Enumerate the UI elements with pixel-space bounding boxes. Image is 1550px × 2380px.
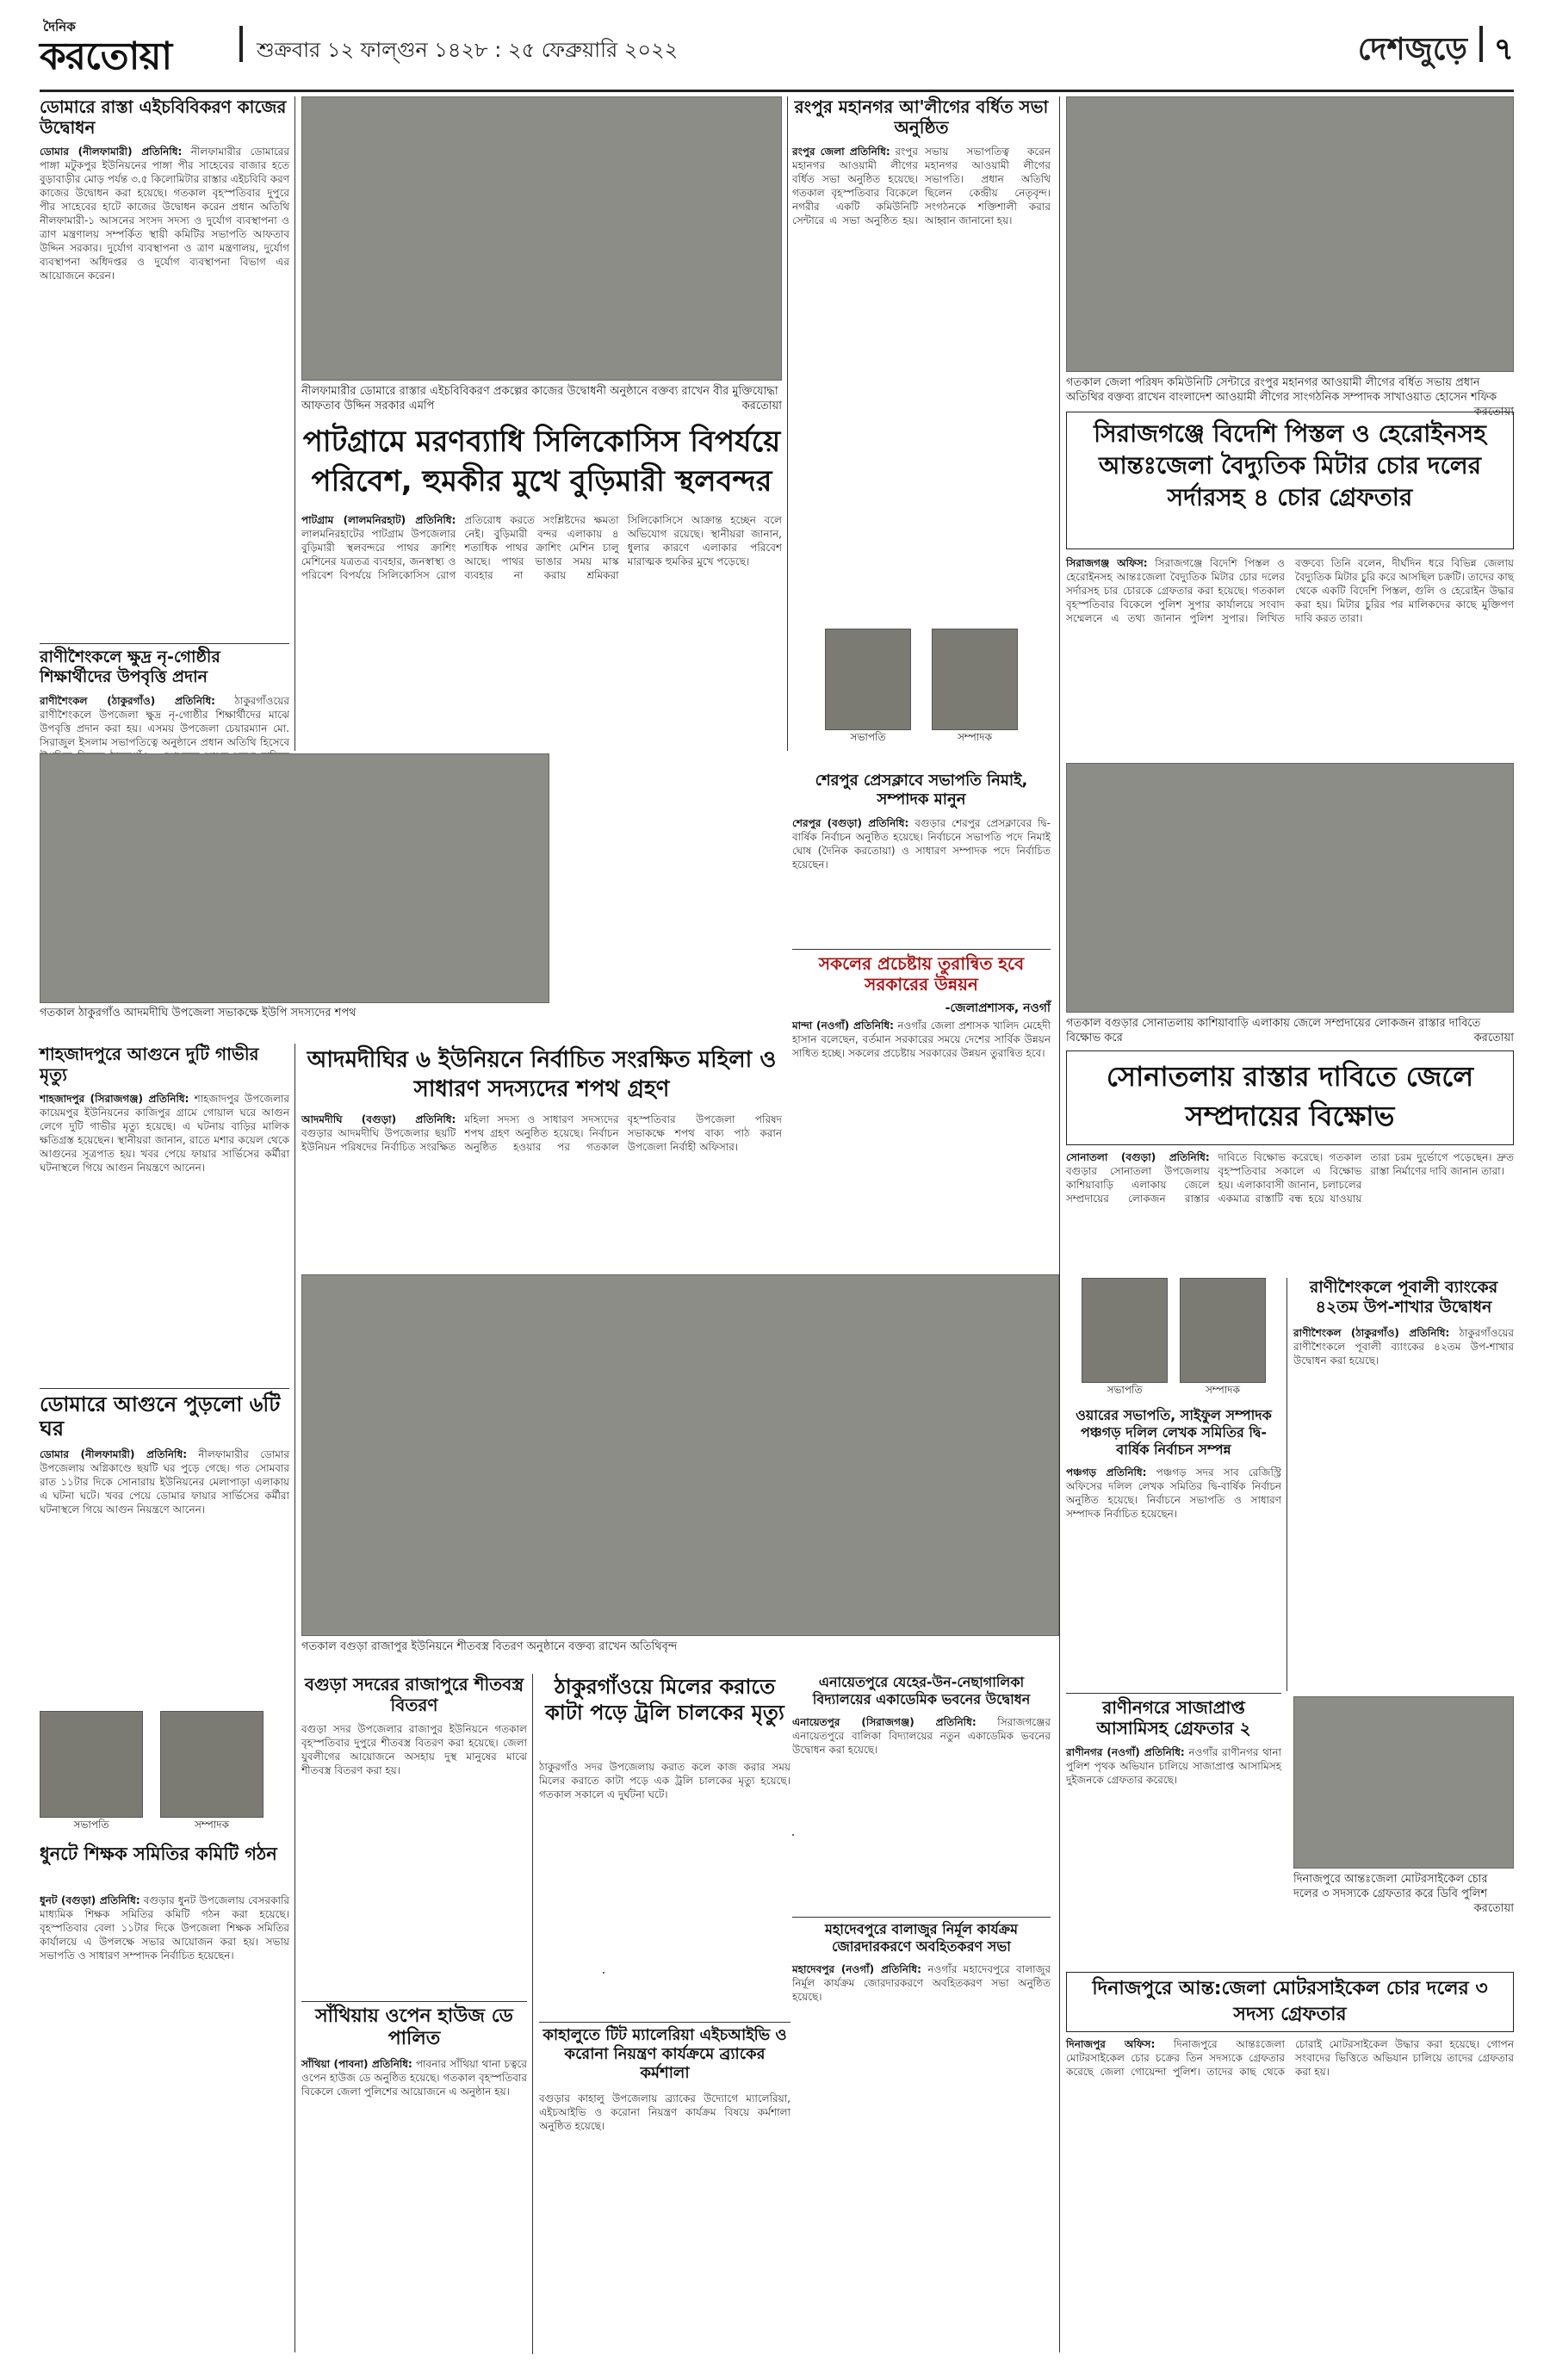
article-pubali-bank: রাণীশৈংকল (ঠাকুরগাঁও) প্রতিনিধি: ঠাকুরগাঁওয়ের রাণীশৈংকলে পূবালী ব্যাংকের ৪২তম উপ-শাখার উদ্বোধন করা হয়েছে। <box>1293 1327 1514 1367</box>
portrait-label: সভাপতি <box>73 1819 109 1831</box>
headline-box-dinajpur <box>1066 1972 1514 2032</box>
headline-box-sirajganj <box>1066 412 1514 549</box>
portrait-row <box>40 1711 289 1840</box>
article-ranisankail-stipend: রাণীশৈংকল (ঠাকুরগাঁও) প্রতিনিধি: ঠাকুরগাঁওয়ের রাণীশৈংকলে উপজেলা ক্ষুদ্র নৃ-গোষ্ঠীর শিক্ষার্থীদের মাঝে উপবৃত্তি প্রদান করা হয়। এসময় উপজেলা চেয়ারম্যান মো. সিরাজুল ইসলাম সভাপতিত্বে অনুষ্ঠানে প্রধান অতিথি হিসেবে <box>40 695 289 748</box>
article-kahalu-brac: বগুড়ার কাহালু উপজেলায় ব্র্যাকের উদ্যোগে ম্যালেরিয়া, এইচআইভি ও করোনা নিয়ন্ত্রণ কার্যক্রম বিষয়ে কর্মশালা অনুষ্ঠিত হয়েছে। <box>539 2092 790 2132</box>
article-sherpur-press: শেরপুর (বগুড়া) প্রতিনিধি: বগুড়ার শেরপুর প্রেসক্লাবের দ্বি-বার্ষিক নির্বাচন অনুষ্ঠিত হয়েছে। নির্বাচনে সভাপতি পদে নিমাই ঘোষ (দৈনিক করতোয়া) ও সাধারণ সম্পাদক পদে নির্বাচিত হয়েছেন। <box>792 817 1051 871</box>
page-number: ৭ <box>1493 32 1514 67</box>
article-naogaon-development: মান্দা (নওগাঁ) প্রতিনিধি: নওগাঁর জেলা প্রশাসক খালিদ মেহেদী হাসান বলেছেন, বর্তমান সরকারের সময়ে দেশের সার্বিক উন্নয়ন সাধিত হচ্ছে। সকলের প্রচেষ্টায় সরকারের উন্নয়ন তুরান্বিত হবে। <box>792 1020 1051 1059</box>
article-mahadebpur-meeting: মহাদেবপুর (নওগাঁ) প্রতিনিধি: নওগাঁর মহাদেবপুরে বালাজুর নির্মূল কার্যক্রম জোরদারকরণে অবহিতকরণ সভা অনুষ্ঠিত হয়েছে। <box>792 1963 1051 2003</box>
article-raninagar-arrest: রাণীনগর (নওগাঁ) প্রতিনিধি: নওগাঁর রাণীনগর থানা পুলিশ পৃথক অভিযান চালিয়ে সাজাপ্রাপ্ত আসামিসহ দুইজনকে গ্রেফতার করেছে। <box>1066 1746 1281 1786</box>
column-far-right <box>1293 1278 1514 1691</box>
article-panchagarh-deed: পঞ্চগড় প্রতিনিধি: পঞ্চগড় সদর সাব রেজিস্ট্রি অফিসের দলিল লেখক সমিতির দ্বি-বার্ষিক নির্বাচন অনুষ্ঠিত হয়েছে। নির্বাচনে সভাপতি ও সাধারণ সম্পাদক নির্বাচিত হয়েছেন। <box>1066 1466 1281 1520</box>
column-rule <box>294 96 295 751</box>
article-rangpur-awami: রংপুর জেলা প্রতিনিধি: রংপুর মহানগর আওয়ামী লীগের বর্ধিত সভা অনুষ্ঠিত হয়েছে। গতকাল বৃহস্পতিবার বিকেলে নগরীর একটি কমিউনিটি সেন্টারে এ সভা অনুষ্ঠিত হয়। সভায় সভাপতিত্ব করেন মহানগর আওয়ামী লীগের সভাপতি। প্রধান অতিথি ছিলেন কেন্দ্রীয় নেতৃবৃন্দ। সংগঠনকে শক্তিশালী করার আহ্বান জানানো হয়। <box>792 146 1051 226</box>
column-center-lower <box>792 1674 1051 2354</box>
portrait-president <box>825 629 911 730</box>
divider <box>301 2001 527 2002</box>
headline-rajapur-winter[interactable]: বগুড়া সদরের রাজাপুরে শীতবস্ত্র বিতরণ <box>304 1674 524 1715</box>
divider <box>40 1388 289 1389</box>
article-thakurgaon-saw: ঠাকুরগাঁও সদর উপজেলায় করাত কলে কাজ করার সময় মিলের করাতে কাটা পড়ে এক ট্রলি চালকের মৃত্যু হয়েছে। গতকাল সকালে এ দুর্ঘটনা ঘটে। <box>539 1761 790 1800</box>
headline-adamdighi-oath[interactable]: আদমদীঘির ৬ ইউনিয়নে নির্বাচিত সংরক্ষিত মহিলা ও সাধারণ সদস্যদের শপথ গ্রহণ <box>307 1047 777 1102</box>
headline-rangpur-awami[interactable]: রংপুর মহানগর আ'লীগের বর্ধিত সভা অনুষ্ঠিত <box>794 96 1049 138</box>
headline-sonatala-protest[interactable]: সোনাতলায় রাস্তার দাবিতে জেলে সম্প্রদায়ের বিক্ষোভ <box>1106 1060 1474 1132</box>
article-adamdighi-oath: আদমদীঘি (বগুড়া) প্রতিনিধি: বগুড়ার আদমদীঘি উপজেলার ছয়টি ইউনিয়ন পরিষদের নির্বাচিত সংরক্ষিত মহিলা সদস্য ও সাধারণ সদস্যদের শপথ গ্রহণ অনুষ্ঠিত হয়েছে। নির্বাচন অনুষ্ঠিত হওয়ার পর গতকাল বৃহস্পতিবার উপজেলা পরিষদ সভাকক্ষে শপথ বাক্য পাঠ করান উপজেলা নির্বাহী অফিসার। <box>301 1113 782 1153</box>
column-mid-lower <box>301 1674 527 2354</box>
headline-kahalu-brac[interactable]: কাহালুতে টিট ম্যালেরিয়া এইচআইভি ও করোনা নিয়ন্ত্রণ কার্যক্রমে ব্র্যাকের কর্মশালা <box>542 2026 787 2082</box>
headline-dinajpur-arrest[interactable]: দিনাজপুরে আন্ত:জেলা মোটরসাইকেল চোর দলের ৩ সদস্য গ্রেফতার <box>1092 1978 1488 2025</box>
headline-naogaon-development[interactable]: সকলের প্রচেষ্টায় তুরান্বিত হবে সরকারের উন্নয়ন <box>818 953 1025 995</box>
headline-domar-road[interactable]: ডোমারে রাস্তা এইচবিবিকরণ কাজের উদ্বোধন <box>40 96 287 138</box>
divider <box>1066 1693 1281 1694</box>
article-shahjadpur-fire: শাহজাদপুর (সিরাজগঞ্জ) প্রতিনিধি: শাহজাদপুর উপজেলার কায়েমপুর ইউনিয়নের কাজিপুর গ্রামে গোয়াল ঘরে আগুন লেগে দুটি গাভীর মৃত্যু হয়েছে। এ ঘটনায় বাড়ির মালিক ক্ষতিগ্রস্ত হয়েছেন। স্থানীয়রা জানান, রাতে মশার কয়েল থেকে আগুনের সূত্রপাত হয়। খবর পেয়ে ফায়ার সার্ভিসের কর্মীরা ঘটনাস্থলে গিয়ে আগুন নিয়ন্ত্রণে আনেন। <box>40 1093 289 1174</box>
photo-rangpur-meeting <box>1066 96 1514 372</box>
divider <box>539 2022 790 2023</box>
headline-sherpur-press[interactable]: শেরপুর প্রেসক্লাবে সভাপতি নিমাই, সম্পাদক মানুন <box>815 772 1028 809</box>
portrait-secretary <box>1180 1278 1266 1383</box>
masthead-divider <box>1479 26 1483 62</box>
portrait-secretary <box>160 1711 264 1818</box>
portrait-label: সম্পাদক <box>957 731 992 743</box>
section-title: দেশজুড়ে <box>1357 32 1467 67</box>
headline-sirajganj-thieves[interactable]: সিরাজগঞ্জে বিদেশি পিস্তল ও হেরোইনসহ আন্তঃজেলা বৈদ্যুতিক মিটার চোর দলের সর্দারসহ ৪ চোর গ্রেফতার <box>1094 419 1486 511</box>
headline-thakurgaon-saw[interactable]: ঠাকুরগাঁওয়ে মিলের করাতে কাটা পড়ে ট্রলি চালকের মৃত্যু <box>545 1675 784 1725</box>
portrait-president <box>40 1711 143 1818</box>
article-rajapur-winter: বগুড়া সদর উপজেলার রাজাপুর ইউনিয়নে গতকাল বৃহস্পতিবার দুপুরে শীতবস্ত্র বিতরণ করা হয়েছে। জেলা যুবলীগের আয়োজনে অসহায় দুস্থ মানুষের মাঝে শীতবস্ত্র বিতরণ করা হয়। <box>301 1723 527 1776</box>
logo-subtitle: দৈনিক <box>43 19 76 34</box>
issue-date: শুক্রবার ১২ ফাল্গুন ১৪২৮ : ২৫ ফেব্রুয়ারি ২০২২ <box>257 38 679 62</box>
headline-mahadebpur-meeting[interactable]: মহাদেবপুরে বালাজুর নির্মূল কার্যক্রম জোরদারকরণে অবহিতকরণ সভা <box>825 1921 1018 1955</box>
headline-pubali-bank[interactable]: রাণীশৈংকলে পূবালী ব্যাংকের ৪২তম উপ-শাখার উদ্বোধন <box>1309 1278 1498 1317</box>
headline-shahjadpur-fire[interactable]: শাহজাদপুরে আগুনে দুটি গাভীর মৃত্যু <box>40 1044 259 1085</box>
portrait-president <box>1082 1278 1168 1383</box>
column-center-mid <box>792 772 1051 1271</box>
newspaper-logo[interactable] <box>40 17 224 77</box>
portrait-label: সম্পাদক <box>1205 1384 1240 1396</box>
caption-domar-inauguration: নীলফামারীর ডোমারে রাস্তার এইচবিবিকরণ প্রকল্পের কাজের উদ্বোধনী অনুষ্ঠানে বক্তব্য রাখেন বীর মুক্তিযোদ্ধা আফতাব উদ্দিন সরকার এমপি করতোয়া <box>301 385 782 412</box>
portrait-label: সভাপতি <box>1107 1384 1143 1396</box>
column-right-inner <box>1066 1278 1281 1967</box>
headline-santhia-open-house[interactable]: সাঁথিয়ায় ওপেন হাউজ ডে পালিত <box>315 2005 513 2049</box>
headline-raninagar-arrest[interactable]: রাণীনগরে সাজাপ্রাপ্ত আসামিসহ গ্রেফতার ২ <box>1096 1697 1251 1739</box>
article-santhia-open-house: সাঁথিয়া (পাবনা) প্রতিনিধি: পাবনার সাঁথিয়া থানা চত্বরে ওপেন হাউজ ডে অনুষ্ঠিত হয়েছে। গতকাল বৃহস্পতিবার বিকেলে জেলা পুলিশের আয়োজনে এ অনুষ্ঠান হয়। <box>301 2058 527 2098</box>
caption-dinajpur-arrest: দিনাজপুরে আন্তঃজেলা মোটরসাইকেল চোর দলের ৩ সদস্যকে গ্রেফতার করে ডিবি পুলিশ করতোয়া <box>1293 1873 1514 1915</box>
column-rule <box>787 96 788 751</box>
caption-oath-ceremony: গতকাল ঠাকুরগাঁও আদমদীঘি উপজেলা সভাকক্ষে ইউপি সদস্যদের শপথ <box>40 1007 356 1020</box>
headline-panchagarh-deed[interactable]: ওয়ারের সভাপতি, সাইফুল সম্পাদক পঞ্চগড় দলিল লেখক সমিতির দ্বি-বার্ষিক নির্বাচন সম্পন্ন <box>1076 1407 1272 1458</box>
column-thakurgaon <box>539 1674 790 2354</box>
photo-sonatala-protest <box>1066 763 1514 1013</box>
masthead-divider <box>239 26 243 62</box>
portrait-row-sherpur <box>792 629 1051 766</box>
divider <box>792 949 1051 950</box>
article-sirajganj-thieves: সিরাজগঞ্জ অফিস: সিরাজগঞ্জে বিদেশি পিস্তল ও হেরোইনসহ আন্তঃজেলা বৈদ্যুতিক মিটার চোর দলের সর্দারসহ চার চোরকে গ্রেফতার করা হয়েছে। গতকাল বৃহস্পতিবার বিকেলে পুলিশ সুপার কার্যালয়ে সংবাদ সম্মেলনে এ তথ্য জানান পুলিশ সুপার। লিখিত বক্তব্যে তিনি বলেন, দীর্ঘদিন ধরে বিভিন্ন জেলায় বৈদ্যুতিক মিটার চুরি করে আসছিল চক্রটি। তাদের কাছ থেকে একটি বিদেশি পিস্তল, গুলি ও হেরোইন উদ্ধার করা হয়। মিটার চুরির পর মালিকদের কাছে মুক্তিপণ দাবি করত তারা। <box>1066 557 1514 624</box>
masthead <box>40 12 1514 88</box>
portrait-label: সভাপতি <box>850 731 886 743</box>
photo-oath-ceremony <box>40 753 549 1003</box>
column-left-lower <box>40 1044 289 2352</box>
caption-rangpur-meeting: গতকাল জেলা পরিষদ কমিউনিটি সেন্টারে রংপুর মহানগর আওয়ামী লীগের বর্ধিত সভায় প্রধান অতিথির বক্তব্য রাখেন বাংলাদেশ আওয়ামী লীগের সাংগঠনিক সম্পাদক সাখাওয়াত হোসেন শফিক করতোয়া <box>1066 376 1514 418</box>
headline-ranisankail-stipend[interactable]: রাণীশৈংকলে ক্ষুদ্র নৃ-গোষ্ঠীর শিক্ষার্থীদের উপবৃত্তি প্রদান <box>40 648 220 686</box>
headline-box-sonatala <box>1066 1051 1514 1145</box>
article-enayetpur-building: এনায়েতপুর (সিরাজগঞ্জ) প্রতিনিধি: সিরাজগঞ্জের এনায়েতপুরে বালিকা বিদ্যালয়ের নতুন একাডেমিক ভবনের উদ্বোধন করা হয়েছে। <box>792 1716 1051 1756</box>
caption-sonatala-protest: গতকাল বগুড়ার সোনাতলায় কাশিয়াবাড়ি এলাকায় জেলে সম্প্রদায়ের লোকজন রাস্তার দাবিতে বিক্ষোভ করে করতোয়া <box>1066 1017 1514 1044</box>
divider <box>40 643 289 644</box>
column-rule <box>294 1044 295 2352</box>
photo-rajapur-winter <box>301 1274 1059 1636</box>
photo-dinajpur-arrest <box>1293 1696 1514 1869</box>
portrait-label: সম্পাদক <box>194 1819 229 1831</box>
article-domar-fire: ডোমার (নীলফামারী) প্রতিনিধি: নীলফামারীর ডোমার উপজেলায় অগ্নিকাণ্ডে ছয়টি ঘর পুড়ে গেছে। গত সোমবার রাত ১১টার দিকে সোনারায় ইউনিয়নের মেলাপাড়া এলাকায় এ ঘটনা ঘটে। খবর পেয়ে ডোমার ফায়ার সার্ভিসের কর্মীরা ঘটনাস্থলে গিয়ে আগুন নিয়ন্ত্রণে আনেন। <box>40 1448 289 1515</box>
article-dinajpur-arrest: দিনাজপুর অফিস: দিনাজপুরে আন্তঃজেলা মোটরসাইকেল চোর চক্রের তিন সদস্যকে গ্রেফতার করেছে জেলা গোয়েন্দা পুলিশ। তাদের কাছ থেকে চোরাই মোটরসাইকেল উদ্ধার করা হয়েছে। গোপন সংবাদের ভিত্তিতে অভিযান চালিয়ে তাদের গ্রেফতার করা হয়। <box>1066 2038 1514 2078</box>
column-rule <box>1059 96 1060 2352</box>
portrait-secretary <box>932 629 1018 730</box>
caption-rajapur-winter: গতকাল বগুড়া রাজাপুর ইউনিয়নে শীতবস্ত্র বিতরণ অনুষ্ঠানে বক্তব্য রাখেন অতিথিবৃন্দ <box>301 1640 678 1653</box>
column-rule <box>1286 1278 1287 1691</box>
headline-dhunat-teachers[interactable]: ধুনটে শিক্ষক সমিতির কমিটি গঠন <box>40 1844 277 1864</box>
masthead-rule <box>40 90 1514 92</box>
headline-domar-fire[interactable]: ডোমারে আগুনে পুড়লো ৬টি ঘর <box>40 1392 281 1441</box>
article-patgram-silicosis: পাটগ্রাম (লালমনিরহাট) প্রতিনিধি: লালমনিরহাটের পাটগ্রাম উপজেলার বুড়িমারী স্থলবন্দরে পাথর ক্রাশিং মেশিনের যত্রতত্র ব্যবহার, জনস্বাস্থ্য ও পরিবেশ বিপর্যয়ে সিলিকোসিস রোগ প্রতিরোধ করতে সংশ্লিষ্টদের ক্ষমতা নেই। বুড়িমারী বন্দর এলাকায় ৪ শতাধিক পাথর ক্রাশিং মেশিন চালু আছে। পাথর ভাঙার সময় মাস্ক ব্যবহার না করায় শ্রমিকরা সিলিকোসিসে আক্রান্ত হচ্ছেন বলে অভিযোগ রয়েছে। স্থানীয়রা জানান, ধুলার কারণে এলাকার পরিবেশ মারাত্মক হুমকির মুখে পড়েছে। <box>301 514 782 581</box>
article-sonatala-protest: সোনাতলা (বগুড়া) প্রতিনিধি: বগুড়ার সোনাতলা উপজেলায় কাশিয়াবাড়ি এলাকায় জেলে সম্প্রদায়ের লোকজন রাস্তার দাবিতে বিক্ষোভ করেছে। গতকাল বৃহস্পতিবার সকালে এ বিক্ষোভ হয়। এলাকাবাসী জানান, চলাচলের একমাত্র রাস্তাটি বন্ধ হয়ে যাওয়ায় তারা চরম দুর্ভোগে পড়েছেন। দ্রুত রাস্তা নির্মাণের দাবি জানান তারা। <box>1066 1151 1514 1205</box>
article-dhunat-teachers: ধুনট (বগুড়া) প্রতিনিধি: বগুড়ার ধুনট উপজেলায় বেসরকারি মাধ্যমিক শিক্ষক সমিতির কমিটি গঠন করা হয়েছে। বৃহস্পতিবার বেলা ১১টার দিকে উপজেলা শিক্ষক সমিতির কার্যালয়ে এ উপলক্ষে সভার আয়োজন করা হয়। সভায় সভাপতি ও সাধারণ সম্পাদক নির্বাচিত হয়েছেন। <box>40 1894 289 1962</box>
headline-patgram-silicosis[interactable]: পাটগ্রামে মরণব্যাধি সিলিকোসিস বিপর্যয়ে পরিবেশ, হুমকীর মুখে বুড়িমারী স্থলবন্দর <box>302 425 781 499</box>
divider <box>792 1917 1051 1918</box>
logo-title: করতোয়া <box>40 34 172 78</box>
headline-attribution: -জেলাপ্রশাসক, নওগাঁ <box>945 1001 1051 1015</box>
article-domar-road: ডোমার (নীলফামারী) প্রতিনিধি: নীলফামারীর ডোমারের পাঙ্গা মটুকপুর ইউনিয়নের পাঙ্গা পীর সাহেবের বাজার হতে বুড়াবাড়ীর মোড় পর্যন্ত ৩.৫ কিলোমিটার রাস্তার এইচবিবি করণ কাজের উদ্বোধন করা হয়েছে। গতকাল বৃহস্পতিবার দুপুরে পীর সাহেবের হাটে কাজের উদ্বোধন করেন প্রধান অতিথি নীলফামারী-১ আসনের সংসদ সদস্য ও দুর্যোগ ব্যবস্থাপনা ও ত্রাণ মন্ত্রণালয় সম্পর্কিত স্থায়ী কমিটির সভাপতি আফতাব উদ্দিন সরকার। দুর্যোগ ব্যবস্থাপনা ও ত্রাণ মন্ত্রণালয়, দুর্যোগ ব্যবস্থাপনা অধিদপ্তর ও দুর্যোগ ব্যবস্থাপনা বিভাগ এর আয়োজনে করেন। <box>40 146 289 282</box>
headline-enayetpur-building[interactable]: এনায়েতপুরে যেহের-উন-নেছাগালিকা বিদ্যালয়ের একাডেমিক ভবনের উদ্বোধন <box>812 1674 1031 1708</box>
column-rule <box>532 1674 533 2354</box>
photo-domar-inauguration <box>301 96 782 381</box>
